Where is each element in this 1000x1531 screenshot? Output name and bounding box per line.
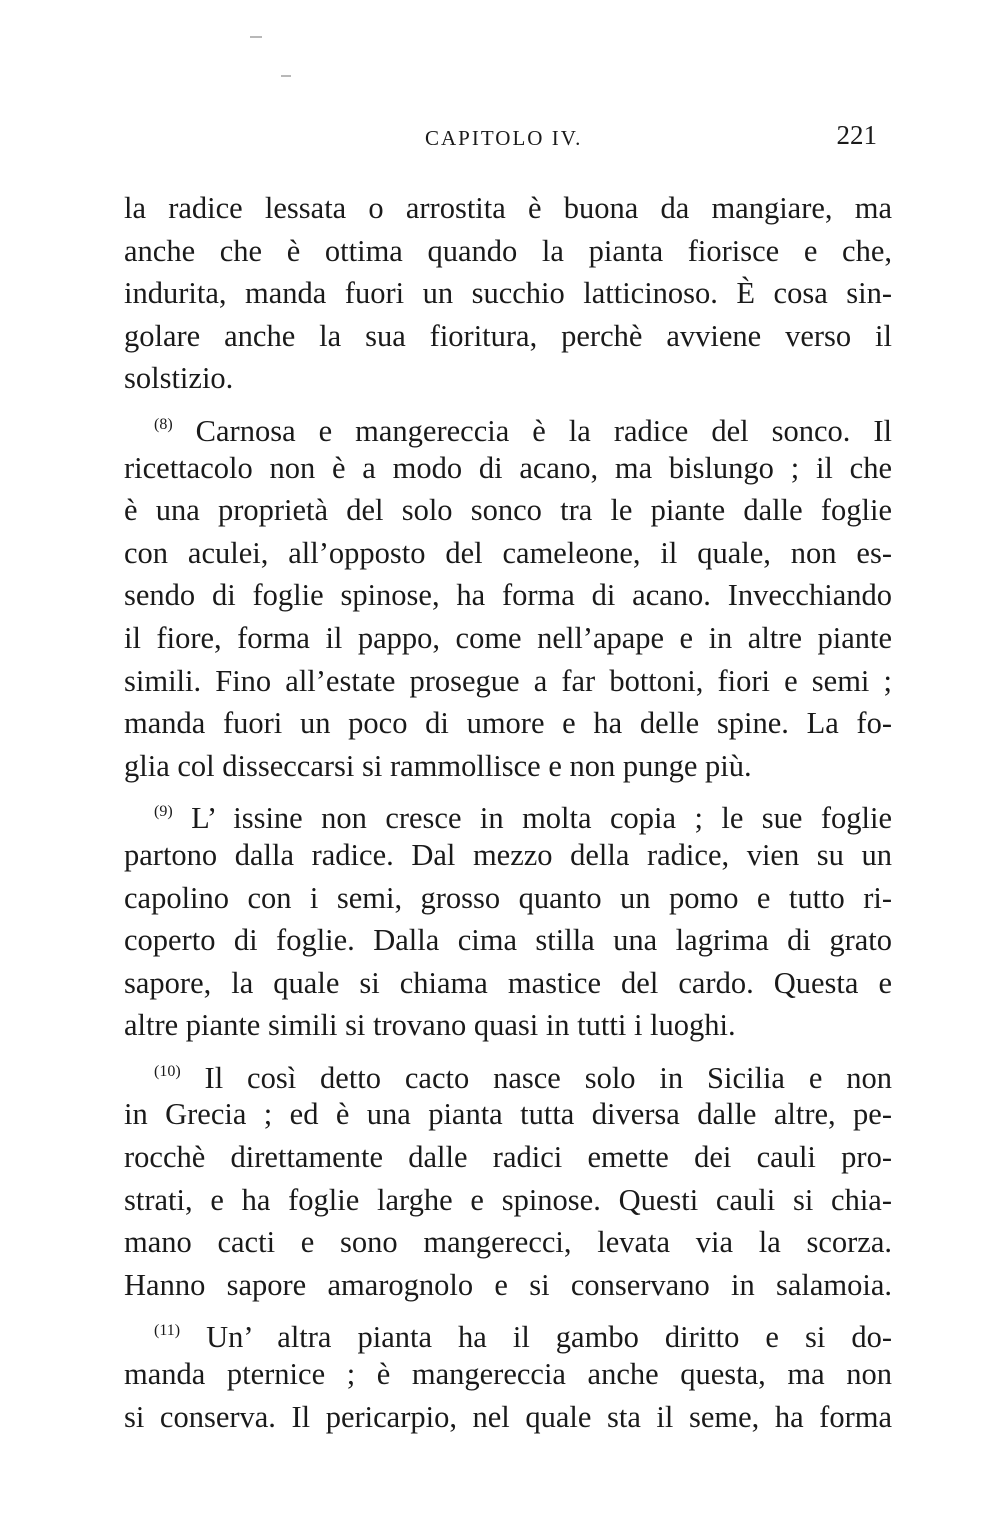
footnote-number: (8) <box>154 415 173 433</box>
text-line <box>124 1051 892 1094</box>
text-line: mano cacti e sono mangerecci, levata via la scorza. <box>124 1225 892 1260</box>
text-line: la radice lessata o arrostita è buona da mangiare, ma <box>124 191 892 225</box>
text-line: si conserva. Il pericarpio, nel quale sta il seme, ha forma <box>124 1399 892 1434</box>
page-number: 221 <box>836 120 877 150</box>
footnote-number: (10) <box>154 1062 181 1080</box>
text-line: glia col disseccarsi si rammollisce e non punge più. <box>124 748 752 783</box>
text-line: manda fuori un poco di umore e ha delle spine. La fo- <box>124 706 892 741</box>
paragraph <box>124 187 892 400</box>
text-line: capolino con i semi, grosso quanto un pomo e tutto ri- <box>124 880 892 915</box>
text-line: il fiore, forma il pappo, come nell’apape e in altre piante <box>124 620 892 655</box>
text-line: è una proprietà del solo sonco tra le piante dalle foglie <box>124 493 892 528</box>
paragraph <box>124 1310 892 1438</box>
page-body <box>124 187 892 1438</box>
text-line <box>124 404 892 447</box>
margin-mark-top <box>250 36 262 38</box>
paragraph <box>124 791 892 1047</box>
text-line <box>124 791 892 834</box>
footnote-number: (11) <box>154 1322 181 1340</box>
footnote-number: (9) <box>154 803 173 821</box>
paragraph <box>124 1051 892 1307</box>
text-line: sendo di foglie spinose, ha forma di acano. Invecchiando <box>124 578 892 613</box>
text-line-content: Un’ altra pianta ha il gambo diritto e si do- <box>206 1320 892 1355</box>
margin-mark-lower <box>281 75 291 77</box>
text-line-content: Il così detto cacto nasce solo in Sicilia e non <box>204 1060 892 1095</box>
text-line: strati, e ha foglie larghe e spinose. Questi cauli si chia- <box>124 1182 892 1217</box>
text-line-content: L’ issine non cresce in molta copia ; le sue foglie <box>191 801 893 836</box>
text-line-content: Carnosa e mangereccia è la radice del sonco. Il <box>195 413 893 448</box>
text-line <box>124 1310 892 1353</box>
text-line: altre piante simili si trovano quasi in tutti i luoghi. <box>124 1008 736 1043</box>
text-line: indurita, manda fuori un succhio latticinoso. È cosa sin- <box>124 276 892 311</box>
text-line: solstizio. <box>124 361 234 396</box>
text-line: Hanno sapore amarognolo e si conservano in salamoia. <box>124 1267 892 1302</box>
text-line: golare anche la sua fioritura, perchè avviene verso il <box>124 318 892 353</box>
paragraph <box>124 404 892 787</box>
text-line: anche che è ottima quando la pianta fiorisce e che, <box>124 233 892 268</box>
text-line: manda pternice ; è mangereccia anche questa, ma non <box>124 1357 892 1392</box>
text-line: in Grecia ; ed è una pianta tutta diversa dalle altre, pe- <box>124 1097 892 1132</box>
text-line: con aculei, all’opposto del cameleone, il quale, non es- <box>124 535 892 570</box>
text-line: rocchè direttamente dalle radici emette dei cauli pro- <box>124 1140 892 1175</box>
running-title: CAPITOLO IV. <box>425 126 583 150</box>
text-line: partono dalla radice. Dal mezzo della radice, vien su un <box>124 837 892 872</box>
page-header <box>125 118 877 158</box>
text-line: sapore, la quale si chiama mastice del cardo. Questa e <box>124 965 892 1000</box>
text-line: simili. Fino all’estate prosegue a far bottoni, fiori e semi ; <box>124 663 892 698</box>
text-line: coperto di foglie. Dalla cima stilla una lagrima di grato <box>124 923 892 958</box>
text-line: ricettacolo non è a modo di acano, ma bislungo ; il che <box>124 450 892 485</box>
